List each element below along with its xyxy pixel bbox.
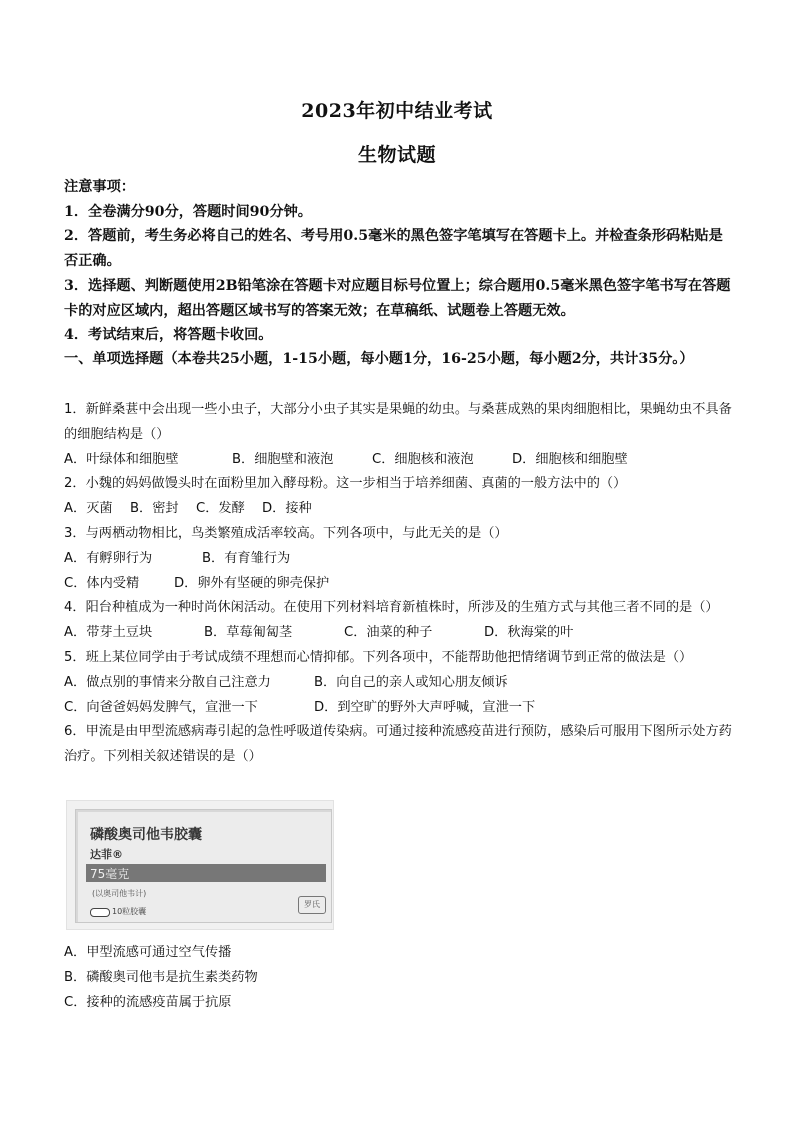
drug-box [75,809,332,923]
option: D．细胞核和细胞壁 [512,451,628,467]
option: C．接种的流感疫苗属于抗原 [64,995,232,1010]
drug-name: 磷酸奥司他韦胶囊 [90,827,202,843]
option: D．接种 [262,501,312,517]
question-options [64,671,732,696]
question-stem: 6．甲流是由甲型流感病毒引起的急性呼吸道传染病。可通过接种流感疫苗进行预防，感染后可服用下图所示处方药治疗。下列相关叙述错误的是（） [64,724,732,765]
option: A．甲型流感可通过空气传播 [64,945,232,960]
exam-title: 2023年初中结业考试 [301,100,493,122]
option: D．秋海棠的叶 [484,625,574,641]
option: A．有孵卵行为 [64,550,153,566]
question-options [64,497,732,522]
option: D．到空旷的野外大声呼喊，宣泄一下 [314,699,536,715]
question-options [64,572,732,597]
dose-note: (以奥司他韦计) [92,889,147,898]
option: A．带芽土豆块 [64,625,153,641]
note-item: 4．考试结束后，将答题卡收回。 [64,327,273,344]
maker-logo: 罗氏 [298,896,326,914]
option: C．体内受精 [64,575,140,591]
question-options [64,448,732,473]
option: B．细胞壁和液泡 [232,451,334,467]
question-stem: 3．与两栖动物相比，鸟类繁殖成活率较高。下列各项中，与此无关的是（） [64,525,508,541]
note-item: 1．全卷满分90分，答题时间90分钟。 [64,203,312,220]
option: C．向爸爸妈妈发脾气，宣泄一下 [64,699,258,715]
capsule-icon [90,908,110,917]
drug-box-image [66,800,334,930]
question-stem: 5．班上某位同学由于考试成绩不理想而心情抑郁。下列各项中，不能帮助他把情绪调节到正常的做法是（） [64,649,693,665]
option: B．磷酸奥司他韦是抗生素类药物 [64,970,258,985]
drug-brand: 达菲® [90,848,123,861]
option: A．做点别的事情来分散自己注意力 [64,674,271,690]
option: D．卵外有坚硬的卵壳保护 [174,575,330,591]
option: A．叶绿体和细胞壁 [64,451,179,467]
option: B．有育雏行为 [202,550,291,566]
question-stem: 2．小魏的妈妈做馒头时在面粉里加入酵母粉。这一步相当于培养细菌、真菌的一般方法中的（） [64,476,627,492]
option: B．草莓匍匐茎 [204,625,293,641]
notes-heading: 注意事项： [64,179,135,195]
question-stem: 1．新鲜桑葚中会出现一些小虫子，大部分小虫子其实是果蝇的幼虫。与桑葚成熟的果肉细胞相比，果蝇幼虫不具备的细胞结构是（） [64,402,732,442]
question-stem: 4．阳台种植成为一种时尚休闲活动。在使用下列材料培育新植株时，所涉及的生殖方式与其他三者不同的是（） [64,600,719,616]
section-heading: 一、单项选择题（本卷共25小题，1-15小题，每小题1分，16-25小题，每小题2分，共计35分。） [64,351,694,367]
question-options [64,621,732,646]
question-6-options [64,940,732,1015]
option: C．油菜的种子 [344,625,433,641]
notes-section [64,175,732,348]
question-options [64,547,732,572]
capsule-count: 10粒胶囊 [112,907,147,916]
option: A．灭菌 [64,501,113,517]
note-item: 3．选择题、判断题使用2B铅笔涂在答题卡对应题目标号位置上；综合题用0.5毫米黑色签字笔书写在答题卡的对应区域内，超出答题区域书写的答案无效；在草稿纸、试题卷上答题无效。 [64,277,731,319]
option: C．细胞核和液泡 [372,451,474,467]
question-options [64,696,732,721]
option: C．发酵 [196,501,245,517]
questions [64,398,732,770]
option: B．密封 [130,501,179,517]
exam-subject: 生物试题 [357,144,436,166]
drug-dose: 75毫克 [90,867,130,881]
option: B．向自己的亲人或知心朋友倾诉 [314,674,508,690]
note-item: 2．答题前，考生务必将自己的姓名、考号用0.5毫米的黑色签字笔填写在答题卡上。并检查条形码粘贴是否正确。 [64,228,723,270]
